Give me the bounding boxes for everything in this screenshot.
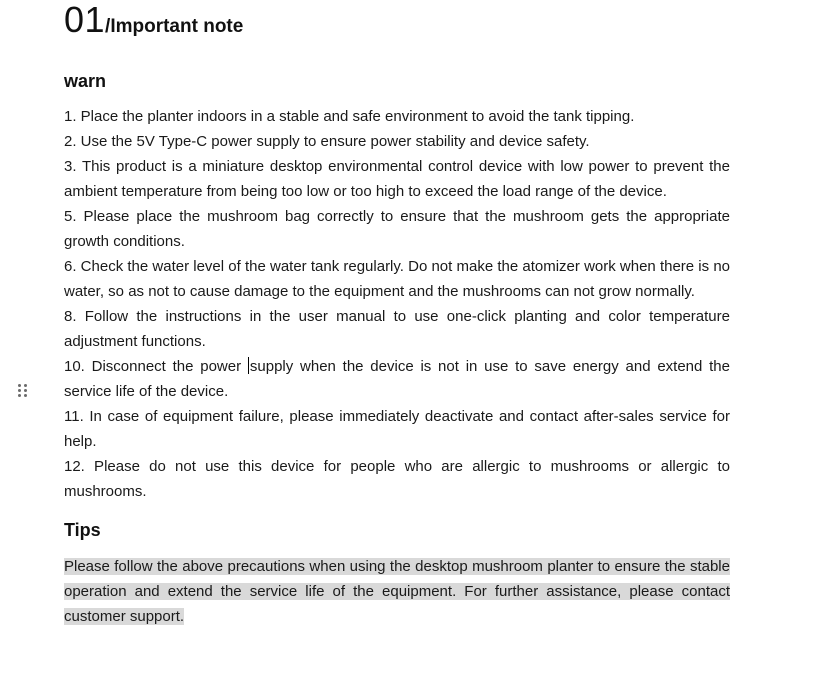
warn-item-2[interactable]: 2. Use the 5V Type-C power supply to ensure power stability and device safety. <box>64 133 590 150</box>
warn-item-5[interactable]: 5. Please place the mushroom bag correctly to ensure that the mushroom gets the appropriate growth conditions. <box>64 208 730 250</box>
warn-item-12[interactable]: 12. Please do not use this device for people who are allergic to mushrooms or allergic to mushrooms. <box>64 458 730 500</box>
warn-item-10-after-cursor: supply when the device is not in use to save energy and extend the service life of the device. <box>64 358 730 400</box>
warn-item-10[interactable] <box>64 354 730 404</box>
page-heading <box>64 0 730 40</box>
warn-item-11[interactable]: 11. In case of equipment failure, please immediately deactivate and contact after-sales service for help. <box>64 408 730 450</box>
warn-section-title: warn <box>64 71 107 91</box>
tips-highlighted-text: Please follow the above precautions when using the desktop mushroom planter to ensure the stable operation and extend the service life of the equipment. For further assistance, please contact customer support. <box>64 558 730 625</box>
warn-item-8[interactable]: 8. Follow the instructions in the user manual to use one-click planting and color temperature adjustment functions. <box>64 308 730 350</box>
tips-section-title: Tips <box>64 520 101 540</box>
warn-item-10-before-cursor: 10. Disconnect the power <box>64 358 248 375</box>
warn-item-3[interactable]: 3. This product is a miniature desktop environmental control device with low power to prevent the ambient temperature from being too low or too high to exceed the load range of the device. <box>64 158 730 200</box>
document-page[interactable] <box>64 0 730 629</box>
heading-title: /Important note <box>105 16 244 37</box>
drag-handle-icon[interactable] <box>18 384 28 398</box>
warn-item-1[interactable]: 1. Place the planter indoors in a stable and safe environment to avoid the tank tipping. <box>64 108 635 125</box>
warn-item-6[interactable]: 6. Check the water level of the water tank regularly. Do not make the atomizer work when there is no water, so as not to cause damage to the equipment and the mushrooms can not grow normally. <box>64 258 730 300</box>
warn-list <box>64 104 730 504</box>
tips-paragraph[interactable] <box>64 554 730 629</box>
heading-number: 01 <box>64 0 106 40</box>
